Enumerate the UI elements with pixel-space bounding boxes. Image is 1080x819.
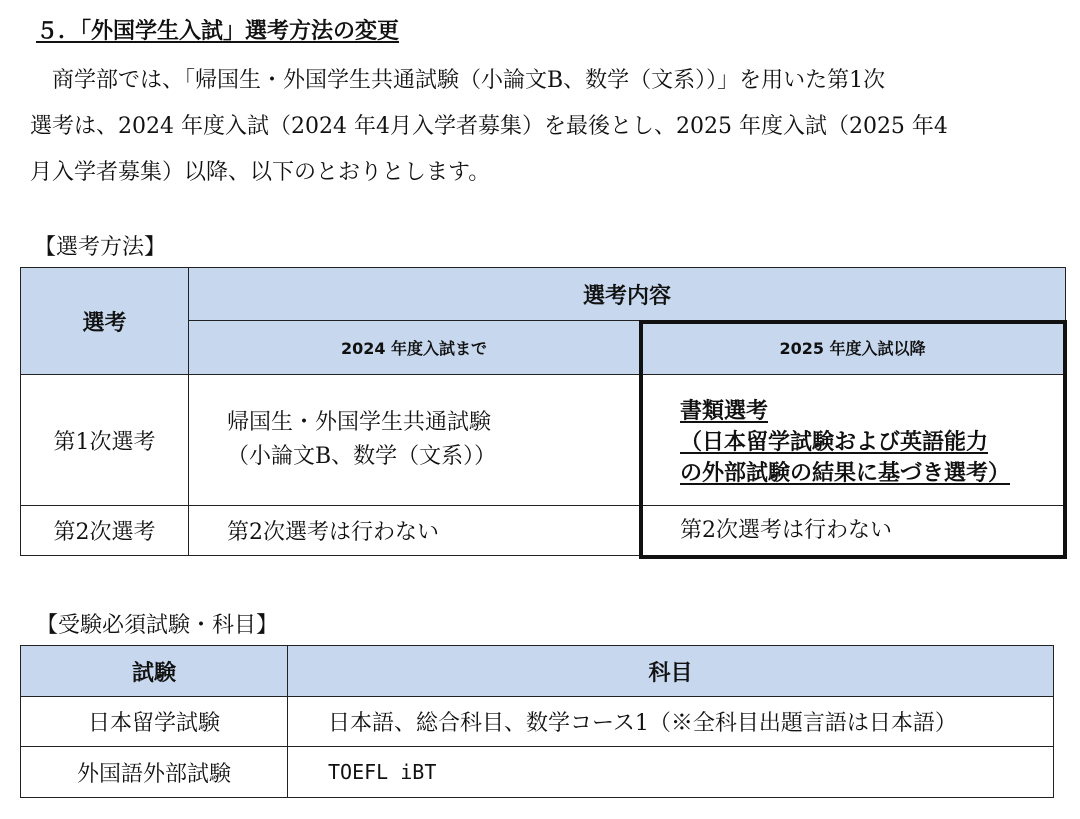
first-until-2024-line: 帰国生・外国学生共通試験 <box>227 410 492 435</box>
exam-eju: 日本留学試験 <box>20 696 288 747</box>
header-subject: 科目 <box>287 645 1054 697</box>
header-content: 選考内容 <box>188 267 1066 321</box>
row-first-from-2025 <box>639 374 1066 506</box>
row-second-until-2024: 第2次選考は行わない <box>188 505 640 556</box>
intro-line: 選考は、2024 年度入試（2024 年4月入学者募集）を最後とし、2025 年度入試（2025 年4 <box>30 114 948 139</box>
first-from-2025-line: の外部試験の結果に基づき選考） <box>680 460 1011 486</box>
header-until-2024: 2024 年度入試まで <box>188 320 640 375</box>
intro-paragraph <box>30 58 1050 196</box>
first-until-2024-line: （小論文B、数学（文系）） <box>227 444 497 469</box>
exam-foreign-language: 外国語外部試験 <box>20 746 288 798</box>
header-stage: 選考 <box>20 267 189 375</box>
subject-eju: 日本語、総合科目、数学コース1（※全科目出題言語は日本語） <box>287 696 1054 747</box>
selection-method-label: 【選考方法】 <box>34 235 167 260</box>
row-first-until-2024 <box>188 374 640 506</box>
first-from-2025-line: （日本留学試験および英語能力 <box>680 429 989 455</box>
row-second-from-2025: 第2次選考は行わない <box>639 505 1066 556</box>
row-stage-first: 第1次選考 <box>20 374 189 506</box>
intro-line: 月入学者募集）以降、以下のとおりとします。 <box>30 160 491 185</box>
header-exam: 試験 <box>20 645 288 697</box>
header-from-2025: 2025 年度入試以降 <box>639 320 1066 375</box>
intro-line: 商学部では、「帰国生・外国学生共通試験（小論文B、数学（文系））」を用いた第1次 <box>30 68 886 93</box>
first-from-2025-line: 書類選考 <box>680 398 769 424</box>
required-exams-label: 【受験必須試験・科目】 <box>36 613 279 638</box>
section-heading: ５．「外国学生入試」選考方法の変更 <box>36 19 400 44</box>
subject-toefl: TOEFL iBT <box>287 746 1054 798</box>
row-stage-second: 第2次選考 <box>20 505 189 556</box>
